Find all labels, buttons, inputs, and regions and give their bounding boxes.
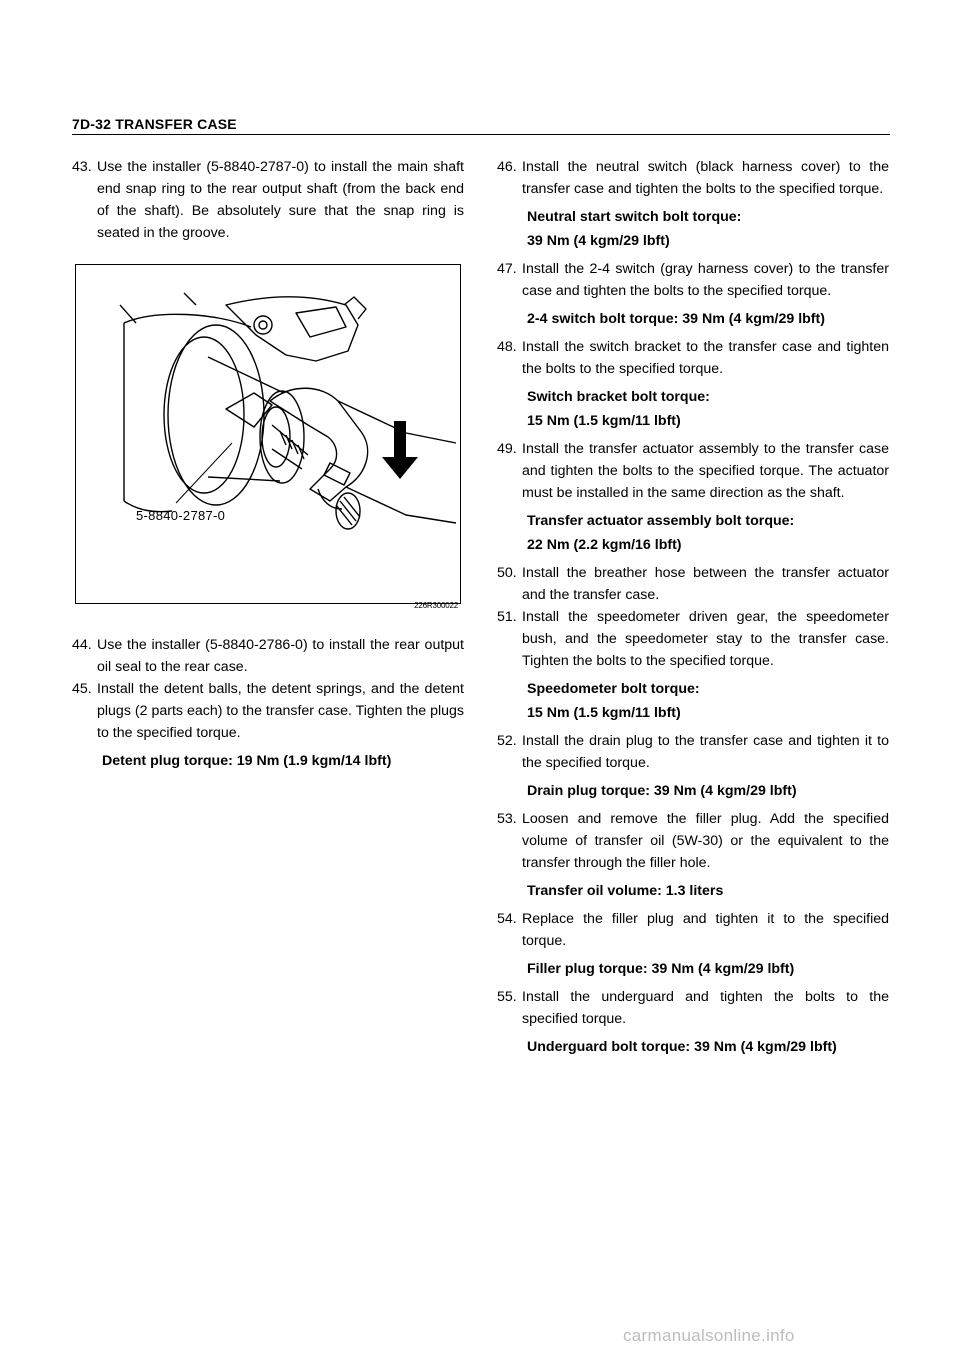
- oil-volume-spec: Transfer oil volume: 1.3 liters: [527, 883, 724, 899]
- torque-spec-value: 15 Nm (1.5 kgm/11 lbft): [527, 705, 681, 721]
- torque-spec: Neutral start switch bolt torque:: [527, 209, 742, 225]
- step-50: [497, 562, 889, 606]
- step-number: 55.: [497, 989, 517, 1005]
- step-text: Install the detent balls, the detent springs, and the detent plugs (2 parts each) to the transfer case. Tighten the plugs to the specified torque.: [97, 681, 464, 741]
- step-number: 48.: [497, 339, 517, 355]
- step-48: [497, 336, 889, 380]
- torque-spec: Detent plug torque: 19 Nm (1.9 kgm/14 lbft): [102, 753, 392, 769]
- step-53: [497, 808, 889, 874]
- tool-number-label: 5-8840-2787-0: [136, 508, 226, 523]
- torque-spec: Speedometer bolt torque:: [527, 681, 700, 697]
- installer-illustration: [76, 265, 460, 603]
- torque-spec-value: 39 Nm (4 kgm/29 lbft): [527, 233, 670, 249]
- step-number: 43.: [72, 159, 92, 175]
- step-text: Install the drain plug to the transfer case and tighten it to the specified torque.: [522, 733, 889, 771]
- step-51: [497, 606, 889, 672]
- page-header: 7D-32 TRANSFER CASE: [72, 116, 890, 135]
- right-column: [497, 156, 889, 1064]
- torque-spec: Transfer actuator assembly bolt torque:: [527, 513, 795, 529]
- step-number: 52.: [497, 733, 517, 749]
- step-number: 46.: [497, 159, 517, 175]
- step-text: Install the switch bracket to the transfer case and tighten the bolts to the specified torque.: [522, 339, 889, 377]
- step-number: 51.: [497, 609, 517, 625]
- step-55: [497, 986, 889, 1030]
- torque-spec: Drain plug torque: 39 Nm (4 kgm/29 lbft): [527, 783, 797, 799]
- step-number: 50.: [497, 565, 517, 581]
- step-text: Install the underguard and tighten the bolts to the specified torque.: [522, 989, 889, 1027]
- watermark: carmanualsonline.info: [623, 1326, 795, 1345]
- step-text: Replace the filler plug and tighten it to the specified torque.: [522, 911, 889, 949]
- step-47: [497, 258, 889, 302]
- step-text: Install the 2-4 switch (gray harness cover) to the transfer case and tighten the bolts to the specified torque.: [522, 261, 889, 299]
- step-text: Install the speedometer driven gear, the speedometer bush, and the speedometer stay to the transfer case. Tighten the bolts to the specified torque.: [522, 609, 889, 669]
- torque-spec: 2-4 switch bolt torque: 39 Nm (4 kgm/29 lbft): [527, 311, 825, 327]
- step-text: Use the installer (5-8840-2786-0) to install the rear output oil seal to the rear case.: [97, 637, 464, 675]
- step-number: 45.: [72, 681, 92, 697]
- step-number: 54.: [497, 911, 517, 927]
- step-43: [72, 156, 464, 244]
- left-column: [72, 156, 464, 778]
- step-text: Install the neutral switch (black harness cover) to the transfer case and tighten the bolts to the specified torque.: [522, 159, 889, 197]
- torque-spec: Underguard bolt torque: 39 Nm (4 kgm/29 lbft): [527, 1039, 837, 1055]
- step-number: 49.: [497, 441, 517, 457]
- step-number: 44.: [72, 637, 92, 653]
- step-46: [497, 156, 889, 200]
- step-49: [497, 438, 889, 504]
- step-52: [497, 730, 889, 774]
- step-number: 53.: [497, 811, 517, 827]
- step-text: Use the installer (5-8840-2787-0) to install the main shaft end snap ring to the rear output shaft (from the back end of the shaft). Be absolutely sure that the snap ring is seated in the groove.: [97, 159, 464, 241]
- torque-spec: Switch bracket bolt torque:: [527, 389, 710, 405]
- torque-spec: Filler plug torque: 39 Nm (4 kgm/29 lbft): [527, 961, 795, 977]
- figure-id: 226R300022: [414, 601, 458, 610]
- step-text: Install the transfer actuator assembly to the transfer case and tighten the bolts to the specified torque. The actuator must be installed in the same direction as the shaft.: [522, 441, 889, 501]
- installer-figure: [75, 264, 461, 610]
- step-number: 47.: [497, 261, 517, 277]
- torque-spec-value: 22 Nm (2.2 kgm/16 lbft): [527, 537, 682, 553]
- step-text: Install the breather hose between the transfer actuator and the transfer case.: [522, 565, 889, 603]
- step-44: [72, 634, 464, 678]
- torque-spec-value: 15 Nm (1.5 kgm/11 lbft): [527, 413, 681, 429]
- step-text: Loosen and remove the filler plug. Add the specified volume of transfer oil (5W-30) or the equivalent to the transfer through the filler hole.: [522, 811, 889, 871]
- step-45: [72, 678, 464, 744]
- step-54: [497, 908, 889, 952]
